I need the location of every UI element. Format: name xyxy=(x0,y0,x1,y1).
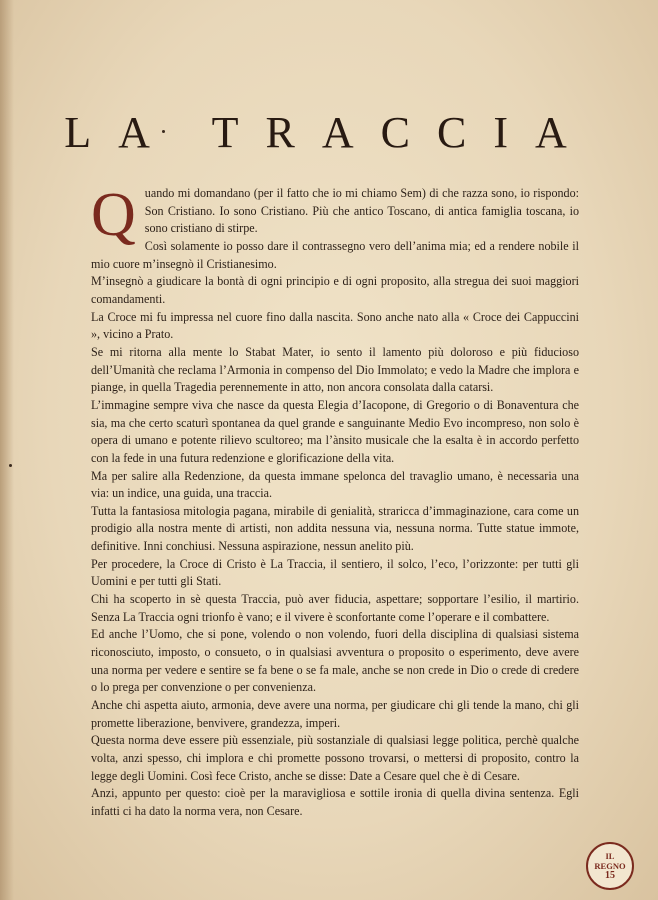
paragraph: Anzi, appunto per questo: cioè per la maravigliosa e sottile ironia di quella divina sentenza. Egli infatti ci ha dato la norma vera, non Cesare. xyxy=(91,786,579,818)
paragraph: M’insegnò a giudicare la bontà di ogni principio e di ogni proposito, alla stregua dei suoi maggiori comandamenti. xyxy=(91,274,579,306)
stamp-line-il: IL xyxy=(605,851,615,861)
paragraph: Se mi ritorna alla mente lo Stabat Mater, io sento il lamento più doloroso e più fiducioso dell’Umanità che reclama l’Armonia in compenso del Dio Immolato; e vedo la Madre che implora e piange, in quella Tragedia perennemente in atto, non ancora consolata dalla catarsi. xyxy=(91,344,579,395)
paragraph: Ed anche l’Uomo, che si pone, volendo o non volendo, fuori della disciplina di qualsiasi sistema riconosciuto, imposto, o consueto, o in qualsiasi avventura o proposito o esperimento, deve avere una norma per vedere e sentire se fa bene o se fa male, anche se non crede in Dio o crede di credere o lo prega per convenzione o per convenienza. xyxy=(91,627,579,695)
paragraph-text: uando mi domandano (per il fatto che io mi chiamo Sem) di che razza sono, io rispondo: Son Cristiano. Io sono Cristiano. Più che antico Toscano, di antica famiglia toscana, io sono cristiano di stirpe. xyxy=(144,186,579,236)
paragraph: Così solamente io posso dare il contrassegno vero dell’anima mia; ed a rendere nobile il mio cuore m’insegnò il Cristianesimo. xyxy=(91,238,579,271)
stamp-line-regno: REGNO xyxy=(594,861,626,871)
margin-mark xyxy=(9,464,12,467)
article-body xyxy=(91,181,579,821)
paragraph: La Croce mi fu impressa nel cuore fino dalla nascita. Sono anche nato alla « Croce dei Cappuccini », vicino a Prato. xyxy=(91,309,579,342)
paragraph: Ma per salire alla Redenzione, da questa immane spelonca del travaglio umano, è necessaria una via: un indice, una guida, una traccia. xyxy=(91,468,579,501)
paragraph: Chi ha scoperto in sè questa Traccia, può aver fiducia, aspettare; sopportare l’esilio, il martirio. Senza La Traccia ogni trionfo è vano; e il vivere è sconfortante come l’operare e il combattere. xyxy=(91,592,579,624)
paragraph: L’immagine sempre viva che nasce da questa Elegia d’Iacopone, di Gregorio o di Bonaventura che sia, ma che certo scaturì spontanea da quel grande e sanguinante Medio Evo incompreso, non solo è opera di umano e potente rilievo scultoreo; ma l’ànsito musicale che la esalta è in accordo perfetto con la fede in una futura redenzione e glorificazione della vita. xyxy=(91,397,579,465)
paragraph: Anche chi aspetta aiuto, armonia, deve avere una norma, per giudicare chi gli tende la mano, chi gli promette liberazione, benvivere, grandezza, imperi. xyxy=(91,698,579,730)
opening-paragraph xyxy=(91,181,579,249)
page-number-stamp xyxy=(586,842,634,890)
page-number: 15 xyxy=(605,870,615,881)
drop-cap: Q xyxy=(91,181,136,249)
page-title: LA TRACCIA xyxy=(64,108,594,158)
paragraph: Questa norma deve essere più essenziale, più sostanziale di qualsiasi legge politica, perchè qualche volta, anzi spesso, chi implora e chi promette possono trovarsi, o mettersi di proposito, contro la legge degli Uomini. Così fece Cristo, anche se disse: Date a Cesare quel che è di Cesare. xyxy=(91,733,579,783)
paragraph: Tutta la fantasiosa mitologia pagana, mirabile di genialità, straricca d’immaginazione, cara come un prodigio alla nostra mente di artisti, non addita nessuna via, nessuna norma. Tutte statue immote, definitive. Inni conchiusi. Nessuna aspirazione, nessun anelito più. xyxy=(91,503,579,554)
paragraph: Per procedere, la Croce di Cristo è La Traccia, il sentiero, il solco, l’eco, l’orizzonte: per tutti gli Uomini e per tutti gli Stati. xyxy=(91,556,579,589)
